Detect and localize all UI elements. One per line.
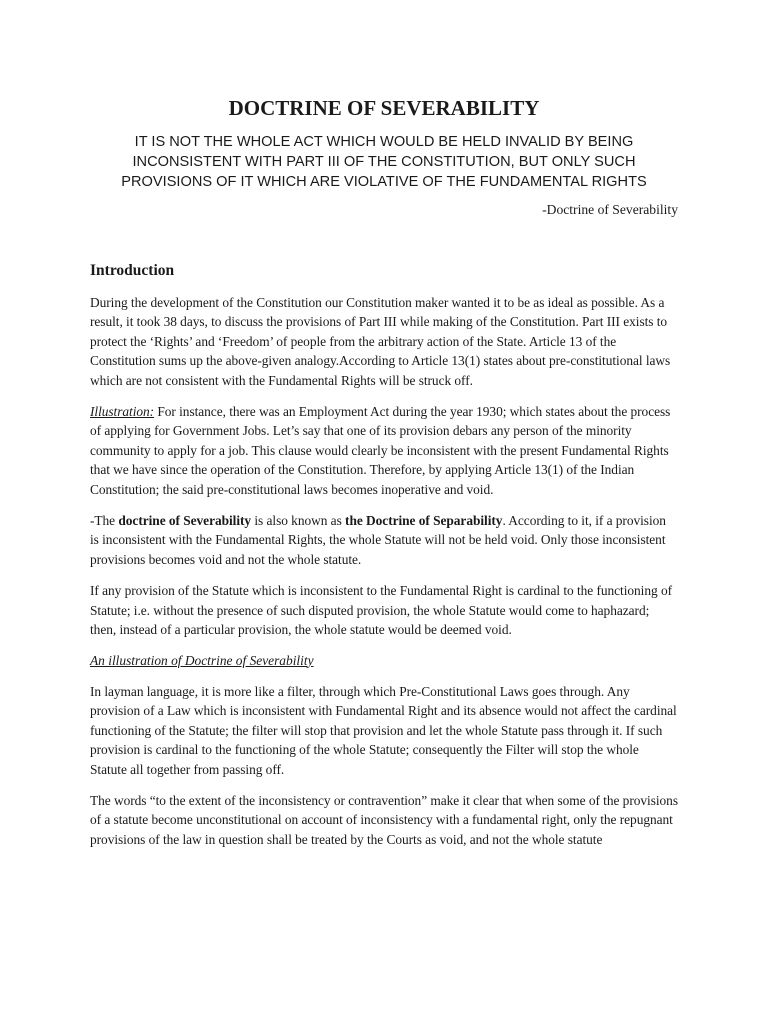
paragraph-cardinal-provision: If any provision of the Statute which is inconsistent to the Fundamental Right is cardinal to the functioning of Statute; i.e. without the presence of such disputed provision, the whole Statute would come to haphazard; then, instead of a particular provision, the whole statute would be deemed void. [90,583,673,638]
definition-text-c: is also known as [251,513,346,529]
document-title: DOCTRINE OF SEVERABILITY [228,96,540,120]
paragraph-doctrine-definition [90,511,678,569]
paragraph-intro: During the development of the Constitution our Constitution maker wanted it to be as ideal as possible. As a result, it took 38 days, to discuss the provisions of Part III while making of the Constitution. Part III exists to protect the ‘Rights’ and ‘Freedom’ of people from the arbitrary action of the State. Article 13 of the Constitution sums up the above-given analogy.According to Article 13(1) states about pre-constitutional laws which are not consistent with the Fundamental Rights will be struck off. [90,295,671,388]
paragraph-filter-analogy: In layman language, it is more like a filter, through which Pre-Constitutional Laws goes through. Any provision of a Law which is inconsistent with Fundamental Right and its absence would not affect the cardinal functioning of the Statute; the filter will stop that provision and let the whole Statute pass through it. If such provision is cardinal to the functioning of the whole Statute; consequently the Filter will stop the whole Statute all together from passing off. [90,683,677,777]
sub-heading-illustration: An illustration of Doctrine of Severability [90,652,314,668]
definition-text-e: . According to it, if a provision is inconsistent with the Fundamental Rights, the whole Statute will not be held void. Only those inconsistent provisions becomes void and not the whole statute. [90,513,666,567]
epigraph-quote: IT IS NOT THE WHOLE ACT WHICH WOULD BE HELD INVALID BY BEING INCONSISTENT WITH PART III OF THE CONSTITUTION, BUT ONLY SUCH PROVISIONS OF IT WHICH ARE VIOLATIVE OF THE FUNDAMENTAL RIGHTS [121,134,647,190]
term-doctrine-of-separability: the Doctrine of Separability [345,513,503,529]
paragraph-illustration [90,402,678,499]
section-heading-introduction: Introduction [90,262,175,279]
definition-text-a: -The [90,513,119,529]
illustration-text: For instance, there was an Employment Act during the year 1930; which states about the process of applying for Government Jobs. Let’s say that one of its provision debars any person of the minority community to apply for a job. This clause would clearly be inconsistent with the present Fundamental Rights that we have since the operation of the Constitution. Therefore, by applying Article 13(1) of the Indian Constitution; the said pre-constitutional laws becomes inoperative and void. [90,404,671,497]
term-doctrine-of-severability: doctrine of Severability [118,513,252,529]
epigraph-attribution: -Doctrine of Severability [542,202,678,217]
illustration-label: Illustration: [90,404,155,420]
paragraph-extent-of-inconsistency: The words “to the extent of the inconsistency or contravention” make it clear that when some of the provisions of a statute become unconstitutional on account of inconsistency with a fundamental right, only the repugnant provisions of the law in question shall be treated by the Courts as void, and not the whole statute [90,792,678,847]
